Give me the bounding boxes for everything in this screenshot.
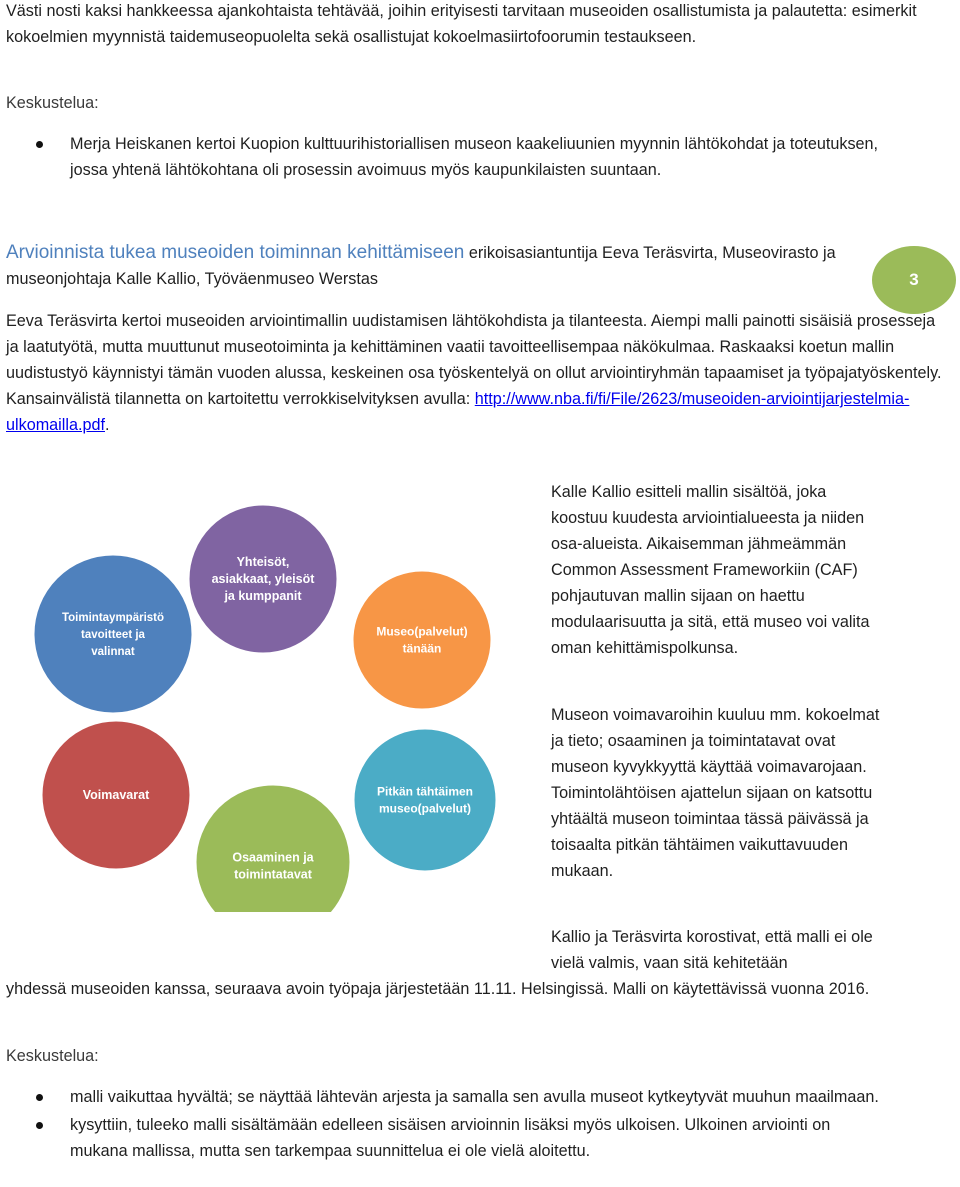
diagram-label-line: ja kumppanit	[224, 589, 302, 603]
diagram-label-line: Yhteisöt,	[236, 555, 290, 569]
diagram-circle	[352, 570, 492, 710]
section-title: Arvioinnista tukea museoiden toiminnan kehittämiseen	[6, 242, 465, 263]
paragraph-end: .	[104, 416, 110, 434]
intro-discussion-label: Keskustelua:	[6, 94, 99, 112]
diagram-label-line: Osaaminen ja	[232, 850, 314, 865]
section-bullet-list	[0, 1084, 890, 1164]
intro-paragraph: Västi nosti kaksi hankkeessa ajankohtaista tehtävää, joihin erityisesti tarvitaan museoiden osallistumista ja palautetta: esimerkit kokoelmien myynnistä taidemuseopuolelta sekä osallistujat kokoelmasiirtofoorumin testaukseen.	[6, 2, 917, 46]
list-item: kysyttiin, tuleeko malli sisältämään edelleen sisäisen arvioinnin lisäksi myös ulkoisen. Ulkoinen arviointi on mukana mallissa, mutta sen tarkempaa suunnittelua ei ole vielä aloitettu.	[0, 1112, 890, 1164]
side-paragraph-conclusion: Kallio ja Teräsvirta korostivat, että malli ei ole vielä valmis, vaan sitä kehitetään	[551, 928, 873, 972]
closing-paragraph: yhdessä museoiden kanssa, seuraava avoin työpaja järjestetään 11.11. Helsingissä. Malli on käytettävissä vuonna 2016.	[6, 980, 870, 998]
list-item: malli vaikuttaa hyvältä; se näyttää lähtevän arjesta ja samalla sen avulla museot kytkeytyvät muuhun maailmaan.	[0, 1084, 890, 1110]
diagram-label-line: Pitkän tähtäimen	[376, 784, 474, 799]
section-heading	[6, 240, 856, 292]
evaluation-model-diagram	[20, 482, 540, 912]
diagram-label-line: valinnat	[91, 646, 135, 658]
diagram-label-line: Museo(palvelut)	[376, 624, 468, 639]
section-paragraph-text: Eeva Teräsvirta kertoi museoiden arviointimallin uudistamisen lähtökohdista ja tilanteesta. Aiempi malli painotti sisäisiä prosesseja ja laatutyötä, mutta muuttunut museotoiminta ja kehittäminen vaatii tavoitteellisempaa näkökulmaa. Raskaaksi koetun mallin uudistustyö käynnistyi tämän vuoden alussa, keskeinen osa työskentelyä on ollut arviointiryhmän tapaamiset ja työpajatyöskentely. Kansainvälistä tilannetta on kartoitettu verrokkiselvityksen avulla:	[6, 312, 942, 408]
side-paragraph-model: Kalle Kallio esitteli mallin sisältöä, joka koostuu kuudesta arviointialueesta ja niiden osa-alueista. Aikaisemman jähmeämmän Common Assessment Frameworkiin (CAF) pohjautuvan mallin sijaan on haettu modulaarisuutta ja sitä, että museo voi valita oman kehittämispolkunsa.	[551, 483, 870, 657]
diagram-circle	[33, 554, 193, 714]
diagram-label-line: asiakkaat, yleisöt	[211, 572, 315, 586]
section-discussion-label: Keskustelua:	[6, 1047, 99, 1065]
list-item: Merja Heiskanen kertoi Kuopion kulttuurihistoriallisen museon kaakeliuunien myynnin lähtökohdat ja toteutuksen, jossa yhtenä lähtökohtana oli prosessin avoimuus myös kaupunkilaisten suuntaan.	[0, 131, 890, 183]
svg-text:Voimavarat	[83, 788, 150, 802]
diagram-label-line: tavoitteet ja	[81, 629, 145, 641]
side-paragraph-resources: Museon voimavaroihin kuuluu mm. kokoelmat ja tieto; osaaminen ja toimintatavat ovat museon kyvykkyyttä käyttää voimavarojaan. Toimintolähtöisen ajattelun sijaan on katsottu yhtäältä museon toimintaa tässä päivässä ja toisaalta pitkän tähtäimen vaikuttavuuden mukaan.	[551, 706, 880, 880]
section-paragraph	[6, 308, 951, 438]
intro-bullet-list	[0, 131, 890, 183]
report-link[interactable]: http://www.nba.fi/fi/File/2623/museoiden-arviointijarjestelmia-ulkomailla.pdf	[6, 390, 910, 434]
diagram-circle	[353, 728, 497, 872]
diagram-label-line: toimintatavat	[234, 867, 312, 882]
diagram-label-line: tänään	[402, 641, 442, 656]
diagram-circle	[41, 720, 191, 870]
diagram-circle	[188, 504, 338, 654]
diagram-label-line: museo(palvelut)	[378, 801, 472, 816]
diagram-label-line: Toimintaympäristö	[61, 612, 165, 624]
diagram-circle	[195, 784, 351, 912]
section-speakers: erikoisasiantuntija Eeva Teräsvirta, Museovirasto ja museonjohtaja Kalle Kallio, Työväenmuseo Werstas	[6, 244, 836, 288]
page-number-badge: 3	[872, 246, 956, 314]
diagram-label-line: Voimavarat	[82, 788, 150, 802]
